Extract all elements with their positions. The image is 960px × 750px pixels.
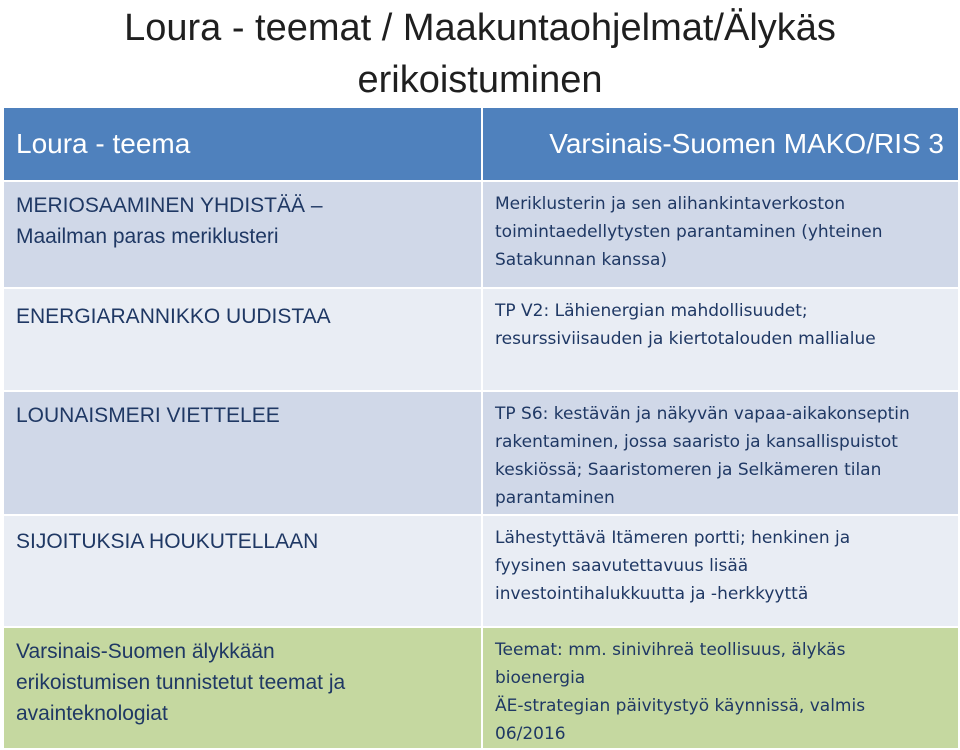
cell-line: SIJOITUKSIA HOUKUTELLAAN xyxy=(16,530,319,553)
table-row xyxy=(3,391,959,515)
cell-line: erikoistumisen tunnistetut teemat ja xyxy=(16,671,346,694)
table-row xyxy=(3,515,959,627)
table-row xyxy=(3,288,959,391)
cell-line: Varsinais-Suomen älykkään xyxy=(16,640,275,663)
row-1-loura-theme xyxy=(3,181,482,288)
header-loura-teema: Loura - teema xyxy=(3,107,482,181)
cell-line: TP S6: kestävän ja näkyvän vapaa-aikakonseptin xyxy=(495,404,910,424)
cell-line: ENERGIARANNIKKO UUDISTAA xyxy=(16,305,331,328)
cell-line: investointihalukkuutta ja -herkkyyttä xyxy=(495,584,809,604)
table-row xyxy=(3,627,959,749)
row-3-mako-ris3 xyxy=(482,391,959,515)
cell-line: avainteknologiat xyxy=(16,702,168,725)
cell-line: rakentaminen, jossa saaristo ja kansallispuistot xyxy=(495,432,898,452)
row-4-mako-ris3 xyxy=(482,515,959,627)
cell-line: LOUNAISMERI VIETTELEE xyxy=(16,404,280,427)
cell-line: bioenergia xyxy=(495,668,586,688)
cell-line: resurssiviisauden ja kiertotalouden mallialue xyxy=(495,329,876,349)
row-1-mako-ris3 xyxy=(482,181,959,288)
comparison-table xyxy=(2,106,960,750)
cell-line: TP V2: Lähienergian mahdollisuudet; xyxy=(495,301,808,321)
cell-line: keskiössä; Saaristomeren ja Selkämeren tilan xyxy=(495,460,882,480)
cell-line: 06/2016 xyxy=(495,724,566,744)
cell-line: Maailman paras meriklusteri xyxy=(16,225,279,248)
slide-title-line-1: Loura - teemat / Maakuntaohjelmat/Älykäs xyxy=(124,7,836,49)
row-3-loura-theme xyxy=(3,391,482,515)
slide-title-line-2: erikoistuminen xyxy=(357,59,603,101)
cell-line: Meriklusterin ja sen alihankintaverkoston xyxy=(495,194,846,214)
row-2-mako-ris3 xyxy=(482,288,959,391)
cell-line: Lähestyttävä Itämeren portti; henkinen ja xyxy=(495,528,851,548)
cell-line: toimintaedellytysten parantaminen (yhteinen xyxy=(495,222,883,242)
row-2-loura-theme xyxy=(3,288,482,391)
row-4-loura-theme xyxy=(3,515,482,627)
table-header-row xyxy=(3,107,959,181)
cell-line: fyysinen saavutettavuus lisää xyxy=(495,556,749,576)
cell-line: ÄE-strategian päivitystyö käynnissä, valmis xyxy=(495,696,866,716)
cell-line: Teemat: mm. sinivihreä teollisuus, älykäs xyxy=(495,640,846,660)
header-mako-ris3: Varsinais-Suomen MAKO/RIS 3 xyxy=(482,107,959,181)
row-5-mako-ris3 xyxy=(482,627,959,749)
cell-line: Satakunnan kanssa) xyxy=(495,250,668,270)
cell-line: parantaminen xyxy=(495,488,615,508)
slide-title xyxy=(0,0,960,106)
table-row xyxy=(3,181,959,288)
row-5-loura-theme xyxy=(3,627,482,749)
cell-line: MERIOSAAMINEN YHDISTÄÄ – xyxy=(16,194,323,217)
